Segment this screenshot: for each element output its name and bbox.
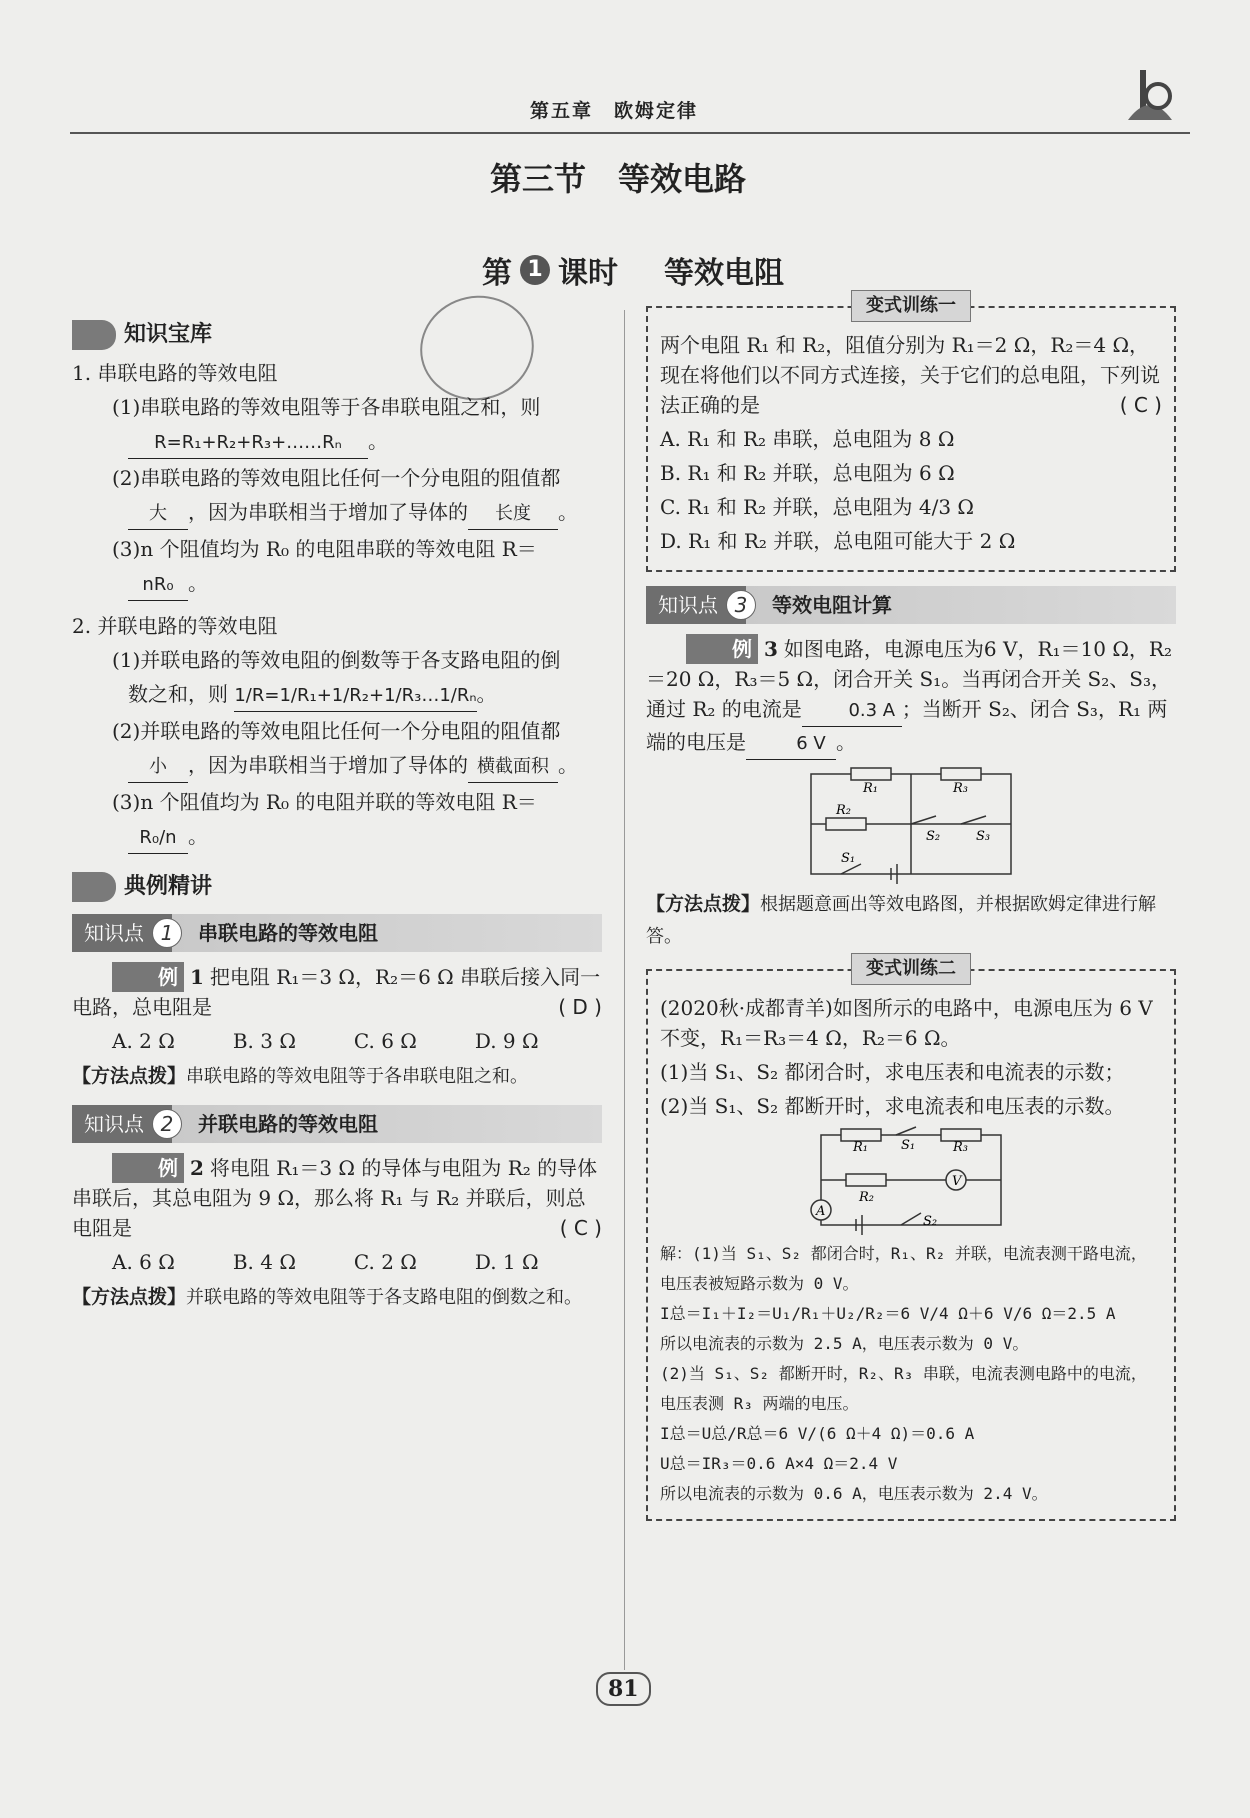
knowledge-point-1 bbox=[72, 914, 602, 952]
train2-solution bbox=[660, 1239, 1162, 1509]
knowledge-bank-label: 知识宝库 bbox=[124, 322, 213, 347]
circuit1-label-r3: R₃ bbox=[953, 781, 968, 796]
series-p2-answer2: 长度 bbox=[468, 499, 558, 530]
option-c: C. 2 Ω bbox=[353, 1250, 417, 1274]
lesson-name: 等效电阻 bbox=[664, 256, 784, 291]
option-d: D. 9 Ω bbox=[474, 1029, 539, 1053]
circuit1-label-s3: S₃ bbox=[976, 829, 991, 844]
option-a: A. 6 Ω bbox=[112, 1250, 175, 1274]
example-2 bbox=[72, 1153, 602, 1243]
example-tag: 例 bbox=[686, 634, 758, 664]
circuit1-label-r1: R₁ bbox=[863, 781, 878, 796]
example-1 bbox=[72, 962, 602, 1022]
example-1-tip bbox=[72, 1060, 602, 1093]
clock-icon bbox=[72, 872, 116, 902]
variant-training-1 bbox=[646, 295, 1176, 572]
tip-label: 【方法点拨】 bbox=[72, 1286, 187, 1308]
solution-line: I总＝U总/R总＝6 V/(6 Ω＋4 Ω)＝0.6 A bbox=[660, 1424, 975, 1443]
lesson-prefix: 第 bbox=[482, 256, 512, 291]
circuit2-label-r2: R₂ bbox=[859, 1190, 874, 1205]
column-divider bbox=[624, 310, 625, 1670]
variant-training-1-title: 变式训练一 bbox=[851, 290, 971, 322]
circuit1-label-s1: S₁ bbox=[841, 851, 856, 866]
examples-label: 典例精讲 bbox=[124, 874, 213, 899]
page-number: 81 bbox=[596, 1672, 651, 1706]
circuit2-label-r1: R₁ bbox=[853, 1140, 868, 1155]
kp2-label: 知识点 bbox=[84, 1112, 144, 1136]
parallel-p1: (1)并联电路的等效电阻的倒数等于各支路电阻的倒 bbox=[112, 648, 561, 672]
lesson-title bbox=[482, 248, 784, 292]
circuit1-label-r2: R₂ bbox=[836, 803, 851, 818]
parallel-p2-answer1: 小 bbox=[128, 752, 188, 783]
kp1-number: 1 bbox=[152, 918, 182, 948]
kp1-label: 知识点 bbox=[84, 921, 144, 945]
parallel-p2-text2: ，因为串联相当于增加了导体的 bbox=[188, 753, 468, 777]
example-3 bbox=[646, 634, 1176, 760]
variant-training-1-text bbox=[660, 330, 1162, 420]
lesson-number: 1 bbox=[520, 255, 550, 285]
series-p3: (3)n 个阻值均为 R₀ 的电阻串联的等效电阻 R＝ bbox=[112, 537, 537, 561]
chapter-header: 第五章 欧姆定律 bbox=[530, 100, 699, 122]
parallel-p2-answer2: 横截面积 bbox=[468, 752, 558, 783]
pencil-icon bbox=[72, 320, 116, 350]
example-1-text: 把电阻 R₁＝3 Ω，R₂＝6 Ω 串联后接入同一电路，总电阻是 bbox=[72, 965, 601, 1019]
tip-text: 根据题意画出等效电路图，并根据欧姆定律进行解答。 bbox=[646, 894, 1157, 947]
train2-q2: (2)当 S₁、S₂ 都断开时，求电流表和电压表的示数。 bbox=[660, 1094, 1125, 1118]
variant-training-2 bbox=[646, 958, 1176, 1521]
train1-option-a: A. R₁ 和 R₂ 串联，总电阻为 8 Ω bbox=[660, 427, 955, 451]
example-tag: 例 bbox=[112, 1153, 184, 1183]
solution-line: (2)当 S₁、S₂ 都断开时，R₂、R₃ 串联，电流表测电路中的电流，电压表测 R₃ 两端的电压。 bbox=[660, 1364, 1147, 1413]
series-p2-text: (2)串联电路的等效电阻比任何一个分电阻的阻值都 bbox=[112, 466, 561, 490]
option-b: B. 3 Ω bbox=[232, 1029, 296, 1053]
example-1-options bbox=[72, 1026, 602, 1056]
kp1-title: 串联电路的等效电阻 bbox=[198, 921, 378, 945]
kp3-title: 等效电阻计算 bbox=[772, 593, 892, 617]
circuit2-label-s1: S₁ bbox=[901, 1138, 916, 1153]
circuit2-label-r3: R₃ bbox=[953, 1140, 968, 1155]
circuit-diagram-2 bbox=[801, 1125, 1021, 1235]
variant-training-2-title: 变式训练二 bbox=[851, 953, 971, 985]
example-number: 2 bbox=[190, 1156, 204, 1180]
train1-option-b: B. R₁ 和 R₂ 并联，总电阻为 6 Ω bbox=[660, 461, 955, 485]
tip-label: 【方法点拨】 bbox=[646, 893, 761, 915]
circuit-diagram-1 bbox=[801, 764, 1021, 884]
tip-text: 串联电路的等效电阻等于各串联电阻之和。 bbox=[186, 1066, 529, 1087]
parallel-p3: (3)n 个阻值均为 R₀ 的电阻并联的等效电阻 R＝ bbox=[112, 790, 537, 814]
train2-q1: (1)当 S₁、S₂ 都闭合时，求电压表和电流表的示数； bbox=[660, 1060, 1125, 1084]
series-p3-answer: nR₀ bbox=[128, 570, 188, 601]
example-1-answer: ( D ) bbox=[558, 995, 602, 1019]
example-2-text: 将电阻 R₁＝3 Ω 的导体与电阻为 R₂ 的导体串联后，其总电阻为 9 Ω，那么将 R₁ 与 R₂ 并联后，则总电阻是 bbox=[72, 1156, 598, 1240]
series-p2 bbox=[72, 463, 602, 493]
train1-answer: ( C ) bbox=[1119, 393, 1162, 417]
example-2-options bbox=[72, 1247, 602, 1277]
solution-line: I总＝I₁＋I₂＝U₁/R₁＋U₂/R₂＝6 V/4 Ω＋6 V/6 Ω＝2.5 A bbox=[660, 1304, 1116, 1323]
series-p2-answer1: 大 bbox=[128, 499, 188, 530]
lesson-suffix: 课时 bbox=[558, 256, 618, 291]
option-a: A. 2 Ω bbox=[112, 1029, 175, 1053]
circuit1-label-s2: S₂ bbox=[926, 829, 941, 844]
train1-option-c: C. R₁ 和 R₂ 并联，总电阻为 4/3 Ω bbox=[660, 495, 975, 519]
example-3-text3: 。 bbox=[836, 730, 856, 754]
series-p2-text2: ，因为串联相当于增加了导体的 bbox=[188, 500, 468, 524]
tip-text: 并联电路的等效电阻等于各支路电阻的倒数之和。 bbox=[186, 1287, 583, 1308]
solution-line: U总＝IR₃＝0.6 A×4 Ω＝2.4 V bbox=[660, 1454, 898, 1473]
parallel-heading: 2. 并联电路的等效电阻 bbox=[72, 614, 278, 638]
parallel-p1b-text: 数之和，则 bbox=[128, 682, 228, 706]
series-p1-text: (1)串联电路的等效电阻等于各串联电阻之和，则 bbox=[112, 395, 541, 419]
option-c: C. 6 Ω bbox=[353, 1029, 417, 1053]
kp2-number: 2 bbox=[152, 1109, 182, 1139]
knowledge-bank-heading bbox=[72, 320, 602, 350]
examples-heading bbox=[72, 872, 602, 902]
solution-line: 所以电流表的示数为 2.5 A，电压表示数为 0 V。 bbox=[660, 1334, 1029, 1353]
series-heading: 1. 串联电路的等效电阻 bbox=[72, 361, 278, 385]
example-3-text1: 如图电路，电源电压为6 V，R₁＝10 Ω，R₂＝20 Ω，R₃＝5 Ω，闭合开关 S₁。当再闭合开关 S₂、S₃，通过 R₂ 的电流是 bbox=[646, 637, 1172, 721]
example-3-text2: ；当断开 S₂、闭合 S₃，R₁ 两端的电压是 bbox=[646, 697, 1168, 754]
train1-option-d: D. R₁ 和 R₂ 并联，总电阻可能大于 2 Ω bbox=[660, 529, 1016, 553]
parallel-p2: (2)并联电路的等效电阻比任何一个分电阻的阻值都 bbox=[112, 719, 561, 743]
right-column bbox=[646, 295, 1176, 1535]
kp2-title: 并联电路的等效电阻 bbox=[198, 1112, 378, 1136]
solution-line: 所以电流表的示数为 0.6 A，电压表示数为 2.4 V。 bbox=[660, 1484, 1048, 1503]
knowledge-point-3 bbox=[646, 586, 1176, 624]
example-3-answer2: 6 V bbox=[746, 729, 836, 760]
option-b: B. 4 Ω bbox=[232, 1250, 296, 1274]
series-p1 bbox=[72, 392, 602, 422]
example-2-tip bbox=[72, 1281, 602, 1314]
series-p1-answer: R=R₁+R₂+R₃+……Rₙ bbox=[128, 428, 368, 459]
option-d: D. 1 Ω bbox=[474, 1250, 539, 1274]
example-2-answer: ( C ) bbox=[559, 1216, 602, 1240]
parallel-p1-answer: 1/R=1/R₁+1/R₂+1/R₃…1/Rₙ bbox=[234, 681, 476, 712]
kp3-label: 知识点 bbox=[658, 593, 718, 617]
section-title: 第三节 等效电路 bbox=[490, 160, 747, 198]
example-number: 1 bbox=[190, 965, 204, 989]
example-tag: 例 bbox=[112, 962, 184, 992]
example-number: 3 bbox=[764, 637, 778, 661]
example-3-tip bbox=[646, 888, 1176, 953]
publisher-logo-icon bbox=[1120, 60, 1180, 130]
left-column: 知识宝库 1. 串联电路的等效电阻 (1)串联电路的等效电阻等于各串联电阻之和，则 R=R₁+R₂+R₃+……Rₙ 。 (2)串联电路的等效电阻比任何一个分电阻的阻值都 大 ，因为串联相当于增加了导体的 长度 。 (3)n 个阻值均为 R₀ 的电阻串联的等效电阻 R＝ nR₀ 。 2. 并联电路的等效电阻 (1)并联电路的等效电阻的倒数等于各支路电阻的倒 数之和，则 1/R=1/R₁+1/R₂+1/R₃…1/Rₙ。 (2)并联电路的等效电阻比任何一个分电阻的阻值都 小 ，因为串联相当于增加了导体的 横截面积 。 (3)n 个阻值均为 R₀ 的电阻并联的等效电阻 R＝ R₀/n 。 典例精讲 知识点 1 串联电路的等效电阻 例 1 把电阻 R₁＝3 Ω，R₂＝6 Ω 串联后接入同一电路，总电阻是 ( D ) A. 2 Ω B. 3 Ω C. 6 Ω D. 9 Ω 【方法点拨】串联电路的等效电阻等于各串联电阻之和。 知识点 2 并联电路的等效电阻 例 2 将电阻 R₁＝3 Ω 的导体与电阻为 R₂ 的导体串联后，其总电阻为 9 Ω，那么将 R₁ 与 R₂ 并联后，则总电阻是 ( C ) A. 6 Ω B. 4 Ω C. 2 Ω D. 1 Ω 【方法点拨】并联电路的等效电阻等于各支路电阻的倒数之和。 bbox=[72, 320, 602, 1318]
train2-question: (2020秋·成都青羊)如图所示的电路中，电源电压为 6 V 不变，R₁＝R₃＝4 Ω，R₂＝6 Ω。 bbox=[660, 996, 1153, 1050]
example-3-answer1: 0.3 A bbox=[802, 696, 902, 727]
kp3-number: 3 bbox=[726, 590, 756, 620]
knowledge-point-2 bbox=[72, 1105, 602, 1143]
circuit2-label-a: A bbox=[816, 1204, 826, 1219]
parallel-p1b: 数之和，则 1/R=1/R₁+1/R₂+1/R₃…1/Rₙ。 bbox=[72, 679, 602, 712]
train1-question: 两个电阻 R₁ 和 R₂，阻值分别为 R₁＝2 Ω，R₂＝4 Ω，现在将他们以不同方式连接，关于它们的总电阻，下列说法正确的是 bbox=[660, 333, 1160, 417]
circuit2-label-v: V bbox=[952, 1174, 962, 1189]
tip-label: 【方法点拨】 bbox=[72, 1065, 187, 1087]
parallel-p3-answer: R₀/n bbox=[128, 823, 188, 854]
circuit2-label-s2: S₂ bbox=[923, 1214, 938, 1229]
solution-line: 解：(1)当 S₁、S₂ 都闭合时，R₁、R₂ 并联，电流表测干路电流，电压表被短路示数为 0 V。 bbox=[660, 1244, 1147, 1293]
